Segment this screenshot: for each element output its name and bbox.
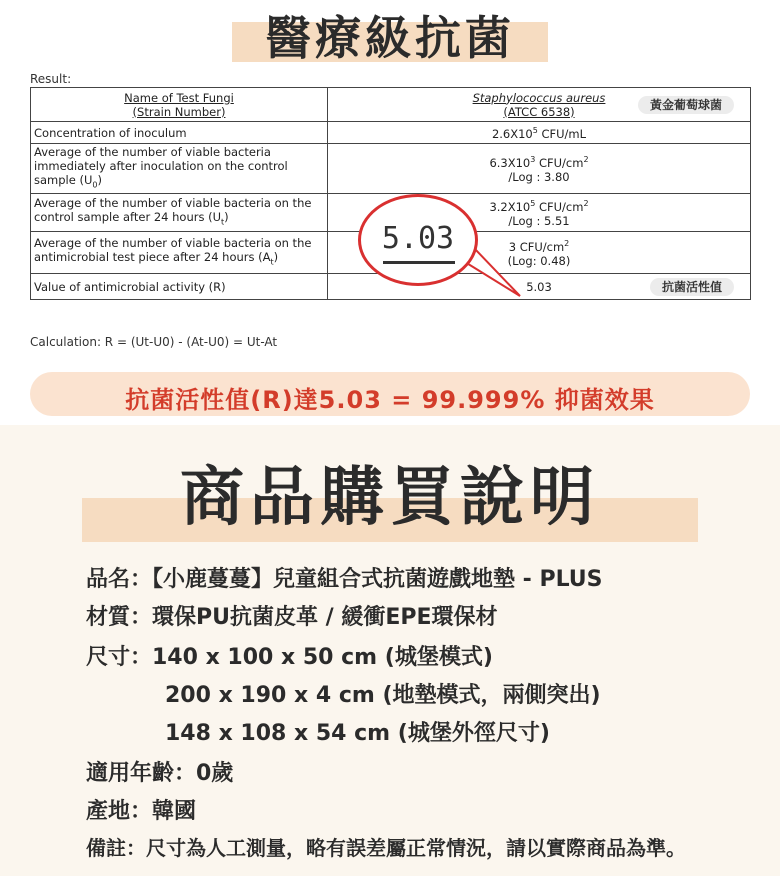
cell-sub: t	[221, 217, 225, 227]
spec-age: 適用年齡：0歲	[86, 761, 234, 786]
cell-sup: 2	[583, 199, 589, 209]
fungi-label: Name of Test Fungi	[124, 90, 234, 105]
cell-value: 3.2X10	[489, 200, 531, 215]
table-cell: Value of antimicrobial activity (R)	[31, 274, 328, 300]
banner-text: 抗菌活性值(R)達5.03 = 99.999% 抑菌效果	[125, 386, 655, 414]
table-cell: Concentration of inoculum	[31, 122, 328, 144]
spec-name: 品名：【小鹿蔓蔓】兒童組合式抗菌遊戲地墊 - PLUS	[86, 567, 603, 592]
activity-badge: 抗菌活性值	[650, 278, 734, 296]
cell-label-end: )	[273, 250, 279, 265]
cell-unit: CFU/mL	[537, 126, 587, 141]
cell-log: /Log : 5.51	[508, 214, 570, 229]
cell-sub: t	[270, 257, 274, 267]
spec-origin: 產地：韓國	[86, 799, 197, 824]
top-section	[0, 0, 780, 425]
magnify-callout	[358, 194, 478, 286]
spec-size: 尺寸：140 x 100 x 50 cm (城堡模式)	[86, 645, 493, 670]
cell-unit: CFU/cm	[535, 200, 584, 215]
spec-note: 備註：尺寸為人工測量，略有誤差屬正常情況，請以實際商品為準。	[86, 836, 686, 860]
cell-value: 6.3X10	[489, 156, 531, 171]
cell-sup: 5	[530, 199, 536, 209]
magnify-underline	[383, 261, 455, 264]
cell-label-end: )	[224, 210, 229, 225]
cell-label-end: )	[97, 173, 102, 187]
calculation-text: Calculation: R = (Ut-U0) - (At-U0) = Ut-At	[30, 335, 278, 349]
cell-value: 3 CFU/cm	[508, 240, 565, 255]
spec-size-outer: 148 x 108 x 54 cm (城堡外徑尺寸)	[165, 721, 550, 746]
activity-value: 5.03	[526, 279, 552, 294]
cell-sup: 2	[583, 155, 589, 165]
section-title: 商品購買說明	[180, 461, 600, 535]
spec-size-mat: 200 x 190 x 4 cm (地墊模式，兩側突出)	[165, 683, 601, 708]
spec-material: 材質：環保PU抗菌皮革 / 緩衝EPE環保材	[86, 605, 498, 630]
header-title: 醫療級抗菌	[265, 11, 515, 65]
cell-sup: 5	[532, 126, 538, 136]
cell-label: Average of the number of viable bacteria immediately after inoculation on the control sample (U	[34, 145, 288, 187]
strain-badge: 黃金葡萄球菌	[638, 96, 734, 114]
cell-log: /Log : 3.80	[508, 170, 570, 185]
cell-unit: CFU/cm	[535, 156, 584, 171]
cell-value: 2.6X10	[491, 126, 533, 141]
fungi-value: Staphylococcus aureus	[472, 90, 606, 105]
magnify-value: 5.03	[381, 221, 455, 256]
cell-log: (Log: 0.48)	[507, 254, 571, 269]
cell-label: Average of the number of viable bacteria on the antimicrobial test piece after 24 hours (A	[34, 236, 312, 265]
strain-value: (ATCC 6538)	[503, 104, 575, 119]
result-label: Result:	[30, 72, 72, 86]
cell-label: Average of the number of viable bacteria on the control sample after 24 hours (U	[34, 196, 312, 225]
cell-sup: 3	[530, 155, 536, 165]
cell-sub: 0	[92, 180, 98, 190]
strain-label: (Strain Number)	[132, 104, 226, 119]
cell-sup: 2	[564, 239, 570, 249]
